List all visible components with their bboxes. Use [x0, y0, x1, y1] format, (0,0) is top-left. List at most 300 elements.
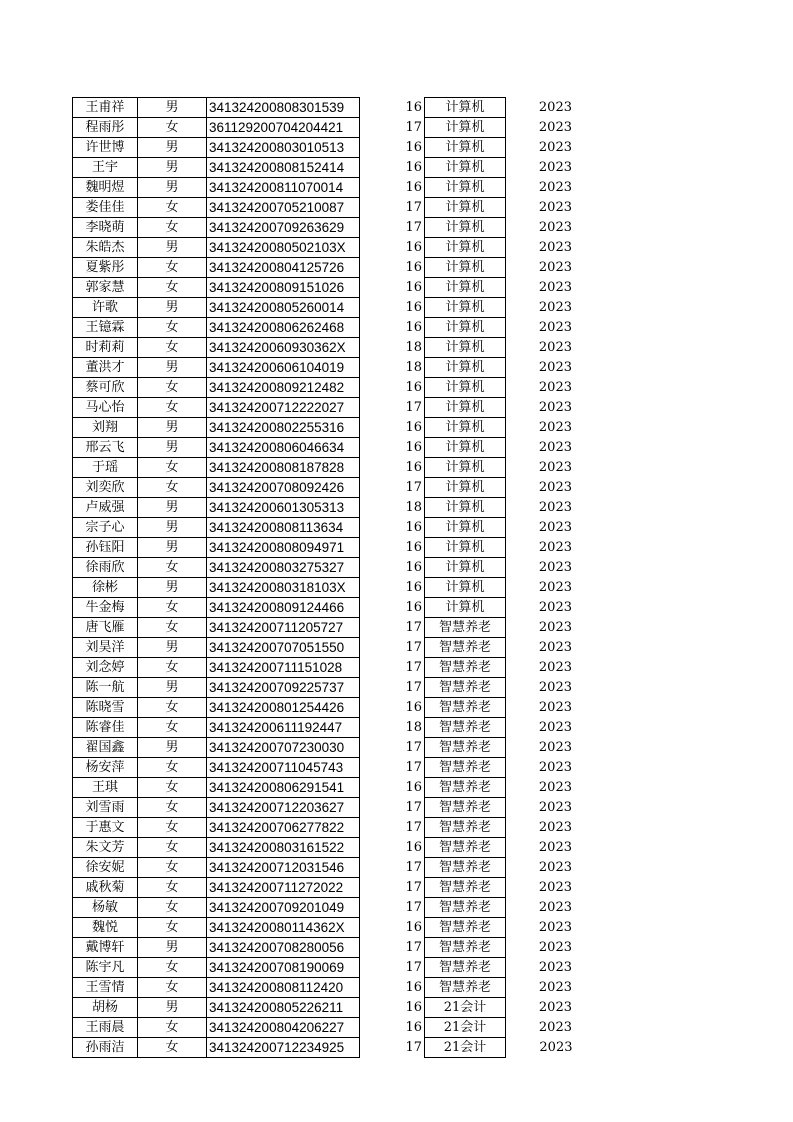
gender-cell: 女	[138, 218, 207, 238]
student-name-cell: 牛金梅	[73, 598, 138, 618]
year-cell: 2023	[538, 640, 572, 655]
table-row	[73, 178, 573, 198]
spacer-cell	[360, 118, 406, 138]
student-name-cell: 蔡可欣	[73, 378, 138, 398]
id-number-cell: 341324200811070014	[207, 178, 360, 198]
gender-cell: 男	[138, 358, 207, 378]
table-row	[73, 1038, 573, 1058]
age-cell: 16	[405, 160, 422, 175]
table-row	[73, 518, 573, 538]
table-row	[73, 318, 573, 338]
gender-cell: 女	[138, 898, 207, 918]
table-row	[73, 698, 573, 718]
spacer-cell	[360, 738, 406, 758]
spacer-cell	[360, 538, 406, 558]
table-row	[73, 98, 573, 118]
major-cell: 智慧养老	[425, 738, 506, 758]
id-number-cell: 341324200708280056	[207, 938, 360, 958]
major-cell: 智慧养老	[425, 618, 506, 638]
age-cell: 16	[405, 140, 422, 155]
major-cell: 21会计	[425, 1018, 506, 1038]
major-cell: 智慧养老	[425, 758, 506, 778]
age-cell: 16	[405, 380, 422, 395]
spacer-cell	[360, 618, 406, 638]
student-name-cell: 王宇	[73, 158, 138, 178]
gender-cell: 女	[138, 258, 207, 278]
age-cell: 17	[405, 480, 422, 495]
spacer-cell	[360, 1038, 406, 1058]
spacer-cell	[360, 338, 406, 358]
year-cell: 2023	[538, 860, 572, 875]
major-cell: 智慧养老	[425, 838, 506, 858]
year-cell: 2023	[538, 900, 572, 915]
table-row	[73, 858, 573, 878]
year-cell: 2023	[538, 660, 572, 675]
major-cell: 计算机	[425, 298, 506, 318]
age-cell: 16	[405, 1000, 422, 1015]
table-row	[73, 138, 573, 158]
major-cell: 计算机	[425, 258, 506, 278]
table-row	[73, 958, 573, 978]
major-cell: 智慧养老	[425, 798, 506, 818]
id-number-cell: 341324200805226211	[207, 998, 360, 1018]
gender-cell: 女	[138, 698, 207, 718]
major-cell: 计算机	[425, 578, 506, 598]
gender-cell: 男	[138, 638, 207, 658]
student-name-cell: 许歌	[73, 298, 138, 318]
major-cell: 智慧养老	[425, 778, 506, 798]
student-name-cell: 刘念婷	[73, 658, 138, 678]
age-cell: 16	[405, 460, 422, 475]
id-number-cell: 341324200708092426	[207, 478, 360, 498]
student-name-cell: 徐彬	[73, 578, 138, 598]
year-cell: 2023	[538, 500, 572, 515]
year-cell: 2023	[538, 840, 572, 855]
table-row	[73, 638, 573, 658]
year-cell: 2023	[538, 460, 572, 475]
table-row	[73, 598, 573, 618]
year-cell: 2023	[538, 360, 572, 375]
gender-cell: 男	[138, 438, 207, 458]
id-number-cell: 341324200705210087	[207, 198, 360, 218]
id-number-cell: 341324200712222027	[207, 398, 360, 418]
age-cell: 17	[405, 400, 422, 415]
gender-cell: 男	[138, 298, 207, 318]
gender-cell: 女	[138, 398, 207, 418]
id-number-cell: 341324200707051550	[207, 638, 360, 658]
major-cell: 智慧养老	[425, 958, 506, 978]
spacer-cell	[360, 898, 406, 918]
spacer-cell	[360, 758, 406, 778]
major-cell: 智慧养老	[425, 898, 506, 918]
age-cell: 16	[405, 180, 422, 195]
student-name-cell: 卢威强	[73, 498, 138, 518]
student-name-cell: 于惠文	[73, 818, 138, 838]
year-cell: 2023	[538, 620, 572, 635]
student-name-cell: 邢云飞	[73, 438, 138, 458]
gender-cell: 男	[138, 238, 207, 258]
table-row	[73, 418, 573, 438]
table-row	[73, 398, 573, 418]
gender-cell: 女	[138, 858, 207, 878]
year-cell: 2023	[538, 580, 572, 595]
id-number-cell: 341324200707230030	[207, 738, 360, 758]
gender-cell: 男	[138, 518, 207, 538]
year-cell: 2023	[538, 1000, 572, 1015]
year-cell: 2023	[538, 540, 572, 555]
student-name-cell: 陈一航	[73, 678, 138, 698]
spacer-cell	[360, 718, 406, 738]
age-cell: 17	[405, 220, 422, 235]
year-cell: 2023	[538, 1020, 572, 1035]
gender-cell: 女	[138, 758, 207, 778]
major-cell: 计算机	[425, 518, 506, 538]
major-cell: 21会计	[425, 998, 506, 1018]
gender-cell: 男	[138, 998, 207, 1018]
age-cell: 16	[405, 540, 422, 555]
age-cell: 17	[405, 860, 422, 875]
year-cell: 2023	[538, 740, 572, 755]
table-row	[73, 458, 573, 478]
id-number-cell: 341324200808152414	[207, 158, 360, 178]
age-cell: 16	[405, 520, 422, 535]
spacer-cell	[360, 858, 406, 878]
gender-cell: 女	[138, 1018, 207, 1038]
age-cell: 16	[405, 600, 422, 615]
id-number-cell: 341324200711045743	[207, 758, 360, 778]
spacer-cell	[360, 238, 406, 258]
student-name-cell: 刘昊洋	[73, 638, 138, 658]
major-cell: 计算机	[425, 238, 506, 258]
student-name-cell: 魏明煜	[73, 178, 138, 198]
major-cell: 计算机	[425, 598, 506, 618]
spacer-cell	[360, 458, 406, 478]
year-cell: 2023	[538, 920, 572, 935]
table-row	[73, 378, 573, 398]
gender-cell: 女	[138, 318, 207, 338]
id-number-cell: 341324200611192447	[207, 718, 360, 738]
id-number-cell: 341324200708190069	[207, 958, 360, 978]
gender-cell: 男	[138, 418, 207, 438]
table-row	[73, 578, 573, 598]
major-cell: 智慧养老	[425, 698, 506, 718]
year-cell: 2023	[538, 320, 572, 335]
age-cell: 18	[405, 340, 422, 355]
id-number-cell: 341324200601305313	[207, 498, 360, 518]
year-cell: 2023	[538, 120, 572, 135]
age-cell: 17	[405, 900, 422, 915]
id-number-cell: 341324200711151028	[207, 658, 360, 678]
spacer-cell	[360, 1018, 406, 1038]
id-number-cell: 341324200712031546	[207, 858, 360, 878]
gender-cell: 女	[138, 878, 207, 898]
age-cell: 18	[405, 500, 422, 515]
id-number-cell: 341324200803161522	[207, 838, 360, 858]
major-cell: 智慧养老	[425, 918, 506, 938]
age-cell: 16	[405, 420, 422, 435]
age-cell: 17	[405, 800, 422, 815]
spacer-cell	[360, 838, 406, 858]
age-cell: 17	[405, 960, 422, 975]
gender-cell: 女	[138, 958, 207, 978]
spacer-cell	[360, 498, 406, 518]
year-cell: 2023	[538, 200, 572, 215]
student-name-cell: 陈睿佳	[73, 718, 138, 738]
major-cell: 智慧养老	[425, 818, 506, 838]
student-name-cell: 杨安萍	[73, 758, 138, 778]
table-row	[73, 278, 573, 298]
age-cell: 18	[405, 720, 422, 735]
gender-cell: 男	[138, 98, 207, 118]
id-number-cell: 341324200801254426	[207, 698, 360, 718]
table-row	[73, 498, 573, 518]
year-cell: 2023	[538, 520, 572, 535]
age-cell: 16	[405, 260, 422, 275]
spacer-cell	[360, 318, 406, 338]
age-cell: 16	[405, 440, 422, 455]
table-row	[73, 938, 573, 958]
age-cell: 17	[405, 200, 422, 215]
gender-cell: 男	[138, 498, 207, 518]
spacer-cell	[360, 798, 406, 818]
student-name-cell: 孙雨洁	[73, 1038, 138, 1058]
major-cell: 计算机	[425, 498, 506, 518]
spacer-cell	[360, 438, 406, 458]
gender-cell: 女	[138, 918, 207, 938]
id-number-cell: 341324200711272022	[207, 878, 360, 898]
age-cell: 17	[405, 620, 422, 635]
student-name-cell: 娄佳佳	[73, 198, 138, 218]
table-row	[73, 878, 573, 898]
spacer-cell	[360, 418, 406, 438]
student-name-cell: 刘奕欣	[73, 478, 138, 498]
table-row	[73, 158, 573, 178]
table-row	[73, 218, 573, 238]
student-name-cell: 董洪才	[73, 358, 138, 378]
table-row	[73, 558, 573, 578]
year-cell: 2023	[538, 160, 572, 175]
major-cell: 计算机	[425, 538, 506, 558]
gender-cell: 男	[138, 738, 207, 758]
table-row	[73, 298, 573, 318]
id-number-cell: 341324200809124466	[207, 598, 360, 618]
table-row	[73, 258, 573, 278]
major-cell: 智慧养老	[425, 658, 506, 678]
age-cell: 16	[405, 280, 422, 295]
spacer-cell	[360, 258, 406, 278]
id-number-cell: 341324200709263629	[207, 218, 360, 238]
gender-cell: 女	[138, 978, 207, 998]
table-row	[73, 478, 573, 498]
spacer-cell	[360, 158, 406, 178]
table-row	[73, 778, 573, 798]
gender-cell: 女	[138, 198, 207, 218]
major-cell: 计算机	[425, 98, 506, 118]
student-name-cell: 朱皓杰	[73, 238, 138, 258]
id-number-cell: 341324200803275327	[207, 558, 360, 578]
gender-cell: 女	[138, 458, 207, 478]
spacer-cell	[360, 998, 406, 1018]
major-cell: 计算机	[425, 478, 506, 498]
student-name-cell: 王甫祥	[73, 98, 138, 118]
table-row	[73, 998, 573, 1018]
table-row	[73, 838, 573, 858]
major-cell: 计算机	[425, 218, 506, 238]
age-cell: 16	[405, 300, 422, 315]
age-cell: 17	[405, 680, 422, 695]
student-name-cell: 戴博轩	[73, 938, 138, 958]
year-cell: 2023	[538, 760, 572, 775]
year-cell: 2023	[538, 300, 572, 315]
year-cell: 2023	[538, 800, 572, 815]
student-name-cell: 王雪情	[73, 978, 138, 998]
student-name-cell: 马心怡	[73, 398, 138, 418]
id-number-cell: 34132420080318103X	[207, 578, 360, 598]
id-number-cell: 341324200805260014	[207, 298, 360, 318]
id-number-cell: 34132420080114362X	[207, 918, 360, 938]
spacer-cell	[360, 138, 406, 158]
spacer-cell	[360, 278, 406, 298]
student-name-cell: 朱文芳	[73, 838, 138, 858]
year-cell: 2023	[538, 420, 572, 435]
student-name-cell: 宗子心	[73, 518, 138, 538]
gender-cell: 女	[138, 478, 207, 498]
student-name-cell: 唐飞雁	[73, 618, 138, 638]
student-sheet	[72, 97, 573, 1058]
major-cell: 智慧养老	[425, 718, 506, 738]
id-number-cell: 341324200803010513	[207, 138, 360, 158]
year-cell: 2023	[538, 280, 572, 295]
spacer-cell	[360, 398, 406, 418]
gender-cell: 男	[138, 158, 207, 178]
spacer-cell	[360, 98, 406, 118]
spacer-cell	[360, 918, 406, 938]
spacer-cell	[360, 298, 406, 318]
spacer-cell	[360, 678, 406, 698]
id-number-cell: 341324200806291541	[207, 778, 360, 798]
student-name-cell: 程雨彤	[73, 118, 138, 138]
gender-cell: 男	[138, 538, 207, 558]
table-row	[73, 238, 573, 258]
year-cell: 2023	[538, 100, 572, 115]
year-cell: 2023	[538, 560, 572, 575]
table-row	[73, 818, 573, 838]
major-cell: 智慧养老	[425, 858, 506, 878]
year-cell: 2023	[538, 980, 572, 995]
table-body	[73, 98, 573, 1058]
gender-cell: 女	[138, 798, 207, 818]
spacer-cell	[360, 518, 406, 538]
year-cell: 2023	[538, 380, 572, 395]
student-name-cell: 王镱霖	[73, 318, 138, 338]
id-number-cell: 341324200709201049	[207, 898, 360, 918]
id-number-cell: 341324200806046634	[207, 438, 360, 458]
spacer-cell	[360, 598, 406, 618]
year-cell: 2023	[538, 820, 572, 835]
spacer-cell	[360, 658, 406, 678]
major-cell: 计算机	[425, 558, 506, 578]
age-cell: 16	[405, 920, 422, 935]
student-name-cell: 杨敏	[73, 898, 138, 918]
table-row	[73, 898, 573, 918]
spacer-cell	[360, 198, 406, 218]
id-number-cell: 341324200711205727	[207, 618, 360, 638]
gender-cell: 男	[138, 138, 207, 158]
age-cell: 18	[405, 360, 422, 375]
age-cell: 16	[405, 580, 422, 595]
spacer-cell	[360, 778, 406, 798]
age-cell: 16	[405, 240, 422, 255]
major-cell: 计算机	[425, 138, 506, 158]
year-cell: 2023	[539, 1040, 573, 1055]
student-name-cell: 刘雪雨	[73, 798, 138, 818]
id-number-cell: 341324200809151026	[207, 278, 360, 298]
age-cell: 17	[405, 1040, 422, 1055]
major-cell: 计算机	[425, 158, 506, 178]
major-cell: 智慧养老	[425, 678, 506, 698]
major-cell: 计算机	[425, 358, 506, 378]
major-cell: 21会计	[425, 1038, 506, 1058]
id-number-cell: 341324200808112420	[207, 978, 360, 998]
spacer-cell	[360, 818, 406, 838]
major-cell: 计算机	[425, 338, 506, 358]
table-row	[73, 438, 573, 458]
year-cell: 2023	[538, 880, 572, 895]
id-number-cell: 34132420080502103X	[207, 238, 360, 258]
id-number-cell: 341324200712203627	[207, 798, 360, 818]
year-cell: 2023	[538, 940, 572, 955]
year-cell: 2023	[538, 140, 572, 155]
gender-cell: 男	[138, 938, 207, 958]
year-cell: 2023	[538, 960, 572, 975]
table-row	[73, 1018, 573, 1038]
spacer-cell	[360, 638, 406, 658]
id-number-cell: 341324200809212482	[207, 378, 360, 398]
age-cell: 16	[405, 840, 422, 855]
gender-cell: 女	[138, 118, 207, 138]
year-cell: 2023	[538, 680, 572, 695]
table-row	[73, 658, 573, 678]
age-cell: 17	[405, 740, 422, 755]
spacer-cell	[360, 578, 406, 598]
id-number-cell: 361129200704204421	[207, 118, 360, 138]
age-cell: 17	[405, 940, 422, 955]
year-cell: 2023	[538, 600, 572, 615]
student-name-cell: 孙钰阳	[73, 538, 138, 558]
spacer-cell	[360, 218, 406, 238]
student-name-cell: 王琪	[73, 778, 138, 798]
id-number-cell: 341324200706277822	[207, 818, 360, 838]
year-cell: 2023	[538, 720, 572, 735]
student-name-cell: 王雨晨	[73, 1018, 138, 1038]
major-cell: 智慧养老	[425, 878, 506, 898]
table-row	[73, 678, 573, 698]
id-number-cell: 341324200808094971	[207, 538, 360, 558]
gender-cell: 女	[138, 838, 207, 858]
table-row	[73, 718, 573, 738]
gender-cell: 男	[138, 178, 207, 198]
id-number-cell: 341324200806262468	[207, 318, 360, 338]
gender-cell: 女	[138, 718, 207, 738]
student-name-cell: 刘翔	[73, 418, 138, 438]
year-cell: 2023	[538, 440, 572, 455]
year-cell: 2023	[538, 220, 572, 235]
age-cell: 17	[405, 820, 422, 835]
student-name-cell: 夏紫彤	[73, 258, 138, 278]
gender-cell: 女	[138, 558, 207, 578]
year-cell: 2023	[538, 480, 572, 495]
spacer-cell	[360, 938, 406, 958]
